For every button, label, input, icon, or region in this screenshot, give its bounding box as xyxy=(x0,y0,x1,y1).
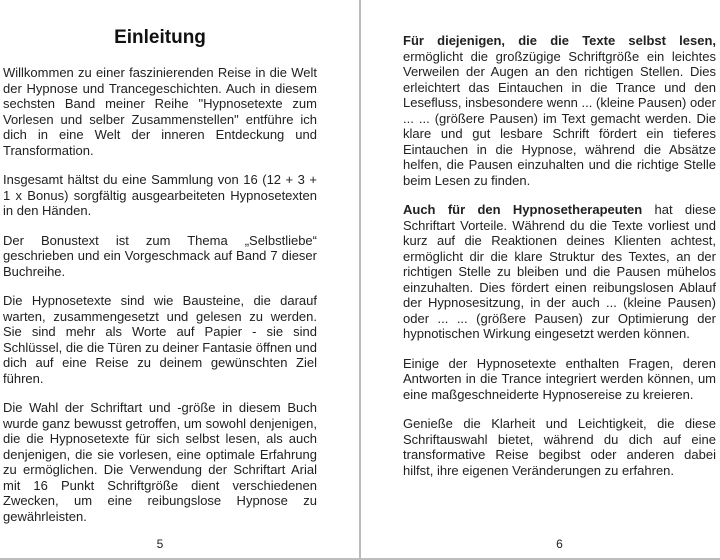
paragraph xyxy=(3,172,317,219)
paragraph-text: Der Bonustext ist zum Thema „Selbstliebe“ geschrieben und ein Vorgeschmack auf Band 7 dieser Buchreihe. xyxy=(3,232,317,279)
paragraph xyxy=(403,356,716,403)
paragraph xyxy=(3,233,317,280)
page-divider xyxy=(359,0,361,560)
paragraph-text: Insgesamt hältst du eine Sammlung von 16 (12 + 3 + 1 x Bonus) sorgfältig ausgearbeiteten Hypnosetexten in den Händen. xyxy=(3,172,317,218)
paragraph xyxy=(403,33,716,188)
paragraph-text: Einige der Hypnosetexte enthalten Fragen, deren Antworten in die Trance integriert werden können, um eine maßgeschneiderte Hypnosereise zu kreieren. xyxy=(403,355,716,402)
paragraph xyxy=(3,65,317,158)
paragraph xyxy=(403,416,716,478)
paragraph-text: Genieße die Klarheit und Leichtigkeit, die diese Schriftauswahl bietet, während du dich auf eine transformative Reise begibst oder anderen dabei hilfst, ihre eigenen Veränderungen zu erfahren. xyxy=(403,416,716,478)
paragraph-bold-lead: Auch für den Hypnosetherapeuten xyxy=(403,202,643,217)
page-title: Einleitung xyxy=(114,27,206,48)
page-right xyxy=(360,0,720,560)
page-number: 6 xyxy=(556,537,563,551)
paragraph xyxy=(403,202,716,342)
paragraph xyxy=(3,400,317,524)
paragraph-bold-lead: Für diejenigen, die die Texte selbst lesen, xyxy=(403,33,716,48)
paragraph-text: Die Wahl der Schriftart und -größe in diesem Buch wurde ganz bewusst getroffen, um sowohl denjenigen, die die Hypnosetexte für sich selbst lesen, als auch denjenigen, die sie vorlesen, eine optimale Erfahrung zu ermöglichen. Die Verwendung der Schriftart Arial mit 16 Punkt Schriftgröße dient verschiedenen Zwecken, um eine reibungslose Hypnose zu gewährleisten. xyxy=(3,400,317,524)
paragraph xyxy=(3,293,317,386)
page-number: 5 xyxy=(156,537,164,551)
paragraph-text: hat diese Schriftart Vorteile. Während du die Texte vorliest und kurz auf die Reaktionen deines Klienten achtest, ermöglicht dir die klare Struktur des Textes, an der richtigen Stelle zu bleiben und die Pausen mühelos einzuhalten. Dies fördert einen reibungslosen Ablauf der Hypnosesitzung, in der auch ... (kleine Pausen) oder ... ... (größere Pausen) zur Optimierung der hypnotischen Wirkung eingesetzt werden können. xyxy=(403,202,717,341)
paragraph-text: Willkommen zu einer faszinierenden Reise in die Welt der Hypnose und Trancegeschichten. Auch in diesem sechsten Band meiner Reihe "Hypnosetexte zum Vorlesen und selber Zusammenstellen" entführe ich dich in eine Welt der inneren Entdeckung und Transformation. xyxy=(3,65,317,158)
paragraph-text: Die Hypnosetexte sind wie Bausteine, die darauf warten, zusammengesetzt und gelesen zu werden. Sie sind mehr als Worte auf Papier - sie sind Schlüssel, die die Türen zu deiner Fantasie öffnen und dich auf eine Reise zu deinem gewünschten Ziel führen. xyxy=(3,293,317,386)
paragraph-text: ermöglicht die großzügige Schriftgröße ein leichtes Verweilen der Augen an den richtigen Stellen. Dies erleichtert das Eintauchen in die Trance und den Lesefluss, insbesondere wenn ... (kleine Pausen) oder ... ... (größere Pausen) im Text gemacht werden. Die klare und gut lesbare Schrift fördert ein tieferes Eintauchen in die Hypnose, während die Absätze helfen, die Pausen einzuhalten und die richtige Stelle beim Lesen zu finden. xyxy=(403,48,716,188)
